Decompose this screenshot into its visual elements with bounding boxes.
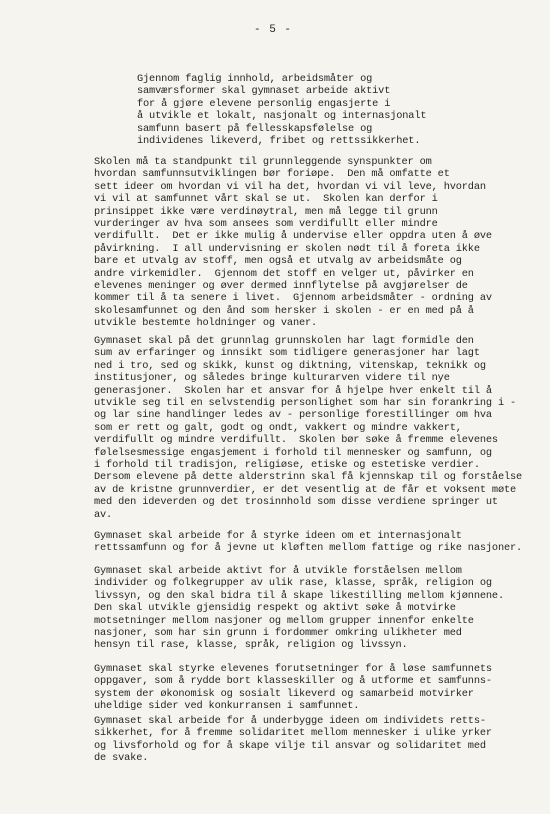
text-line: som er rett og galt, godt og ondt, vakkert og mindre vakkert, <box>94 421 462 434</box>
text-line: verdifullt. Det er ikke mulig å undervise eller oppdra uten å øve <box>94 230 492 243</box>
text-line: system der økonomisk og sosialt likeverd og samarbeid motvirker <box>94 687 474 700</box>
text-line: hvordan samfunnsutviklingen bør foriøpe. Den må omfatte et <box>94 168 450 181</box>
paragraph-heritage <box>94 335 522 521</box>
text-line: sikkerhet, for å fremme solidaritet mellom mennesker i ulike yrker <box>94 727 492 740</box>
text-line: ned i tro, sed og skikk, kunst og diktning, vitenskap, teknikk og <box>94 359 486 372</box>
text-line: Den skal utvikle gjensidig respekt og aktivt søke å motvirke <box>94 602 456 615</box>
paragraph-intro <box>137 73 426 147</box>
page-number: - 5 - <box>254 24 293 36</box>
text-line: å utvikle et lokalt, nasjonalt og internasjonalt <box>137 110 427 123</box>
paragraph-international <box>94 530 522 555</box>
text-line: påvirkning. I all undervisning er skolen nødt til å foreta ikke <box>94 242 480 255</box>
text-line: med den ideverden og det trosinnhold som disse verdiene springer ut <box>94 496 498 509</box>
text-line: individer og folkegrupper av ulik rase, klasse, språk, religion og <box>94 577 492 590</box>
text-line: og lar sine handlinger ledes av - personlige forestillinger om hva <box>94 409 492 422</box>
text-line: prinsippet ikke være verdinøytral, men må legge til grunn <box>94 205 438 218</box>
text-line: rettssamfunn og for å jevne ut kløften mellom fattige og rike nasjoner. <box>94 542 523 555</box>
paragraph-society <box>94 663 492 713</box>
text-line: vi vil at samfunnet vårt skal se ut. Skolen kan derfor i <box>94 193 438 206</box>
text-line: skolesamfunnet og den ånd som hersker i skolen - er en med på å <box>94 304 474 317</box>
text-line: verdifullt og mindre verdifullt. Skolen bør søke å fremme elevenes <box>94 434 498 447</box>
text-line: utvikle bestemte holdninger og vaner. <box>94 317 318 330</box>
text-line: kommer til å ta senere i livet. Gjennom arbeidsmåter - ordning av <box>94 292 492 305</box>
text-line: i forhold til tradisjon, religiøse, etiske og estetiske verdier. <box>94 459 480 472</box>
text-line: institusjoner, og således bringe kulturarven videre til nye <box>94 372 450 385</box>
text-line: for å gjøre elevene personlig engasjerte i <box>137 97 391 110</box>
text-line: Gjennom faglig innhold, arbeidsmåter og <box>137 73 373 85</box>
text-line: individenes likeverd, fribet og rettssikkerhet. <box>137 135 421 148</box>
text-line: livssyn, og den skal bidra til å skape likestilling mellom kjønnene. <box>94 589 504 602</box>
paragraph-understanding <box>94 565 504 652</box>
text-line: sett ideer om hvordan vi vil ha det, hvordan vi vil leve, hvordan <box>94 180 486 193</box>
text-line: følelsesmessige engasjement i forhold til mennesker og samfunn, og <box>94 446 492 459</box>
text-line: vurderinger av hva som ansees som verdifullt eller mindre <box>94 218 438 231</box>
paragraph-values <box>94 156 492 330</box>
text-line: sum av erfaringer og innsikt som tidligere generasjoner har lagt <box>94 347 480 360</box>
text-line: oppgaver, som å rydde bort klasseskiller og å utforme et samfunns- <box>94 675 492 688</box>
text-line: uheldige sider ved konkurransen i samfunnet. <box>94 700 360 713</box>
text-line: Gymnaset skal arbeide aktivt for å utvikle forståelsen mellom <box>94 565 462 577</box>
text-line: samfunn basert på fellesskapsfølelse og <box>137 122 373 135</box>
text-line: hensyn til rase, klasse, språk, religion og livssyn. <box>94 639 408 652</box>
text-line: utvikle seg til en selvstendig personlighet som har sin forankring i - <box>94 397 517 410</box>
text-line: av de kristne grunnverdier, er det vesentlig at de får et voksent møte <box>94 483 517 496</box>
text-line: av. <box>94 508 113 521</box>
text-line: Gymnaset skal arbeide for å styrke ideen om et internasjonalt <box>94 530 462 542</box>
text-line: og livsforhold og for å skape vilje til ansvar og solidaritet med <box>94 739 486 752</box>
text-line: nasjoner, som har sin grunn i fordommer omkring ulikheter med <box>94 627 462 640</box>
text-line: Gymnaset skal styrke elevenes forutsetninger for å løse samfunnets <box>94 663 492 675</box>
text-line: elevenes meninger og øver dermed innflytelse på avgjørelser de <box>94 280 468 293</box>
text-line: motsetninger mellom nasjoner og mellom grupper innenfor enkelte <box>94 614 474 627</box>
text-line: Dersom elevene på dette alderstrinn skal få kjennskap til og forståelse <box>94 471 523 484</box>
text-line: bare et utvalg av stoff, men også et utvalg av arbeidsmåte og <box>94 255 462 268</box>
text-line: samværsformer skal gymnaset arbeide aktivt <box>137 85 391 98</box>
text-line: andre virkemidler. Gjennom det stoff en velger ut, påvirker en <box>94 267 474 280</box>
text-line: de svake. <box>94 752 149 765</box>
text-line: Gymnaset skal arbeide for å underbygge ideen om individets retts- <box>94 715 486 727</box>
text-line: generasjoner. Skolen har et ansvar for å hjelpe hver enkelt til å <box>94 384 492 397</box>
text-line: Skolen må ta standpunkt til grunnleggende synspunkter om <box>94 156 432 168</box>
text-line: Gymnaset skal på det grunnlag grunnskolen har lagt formidle den <box>94 335 474 347</box>
paragraph-solidarity <box>94 715 492 765</box>
